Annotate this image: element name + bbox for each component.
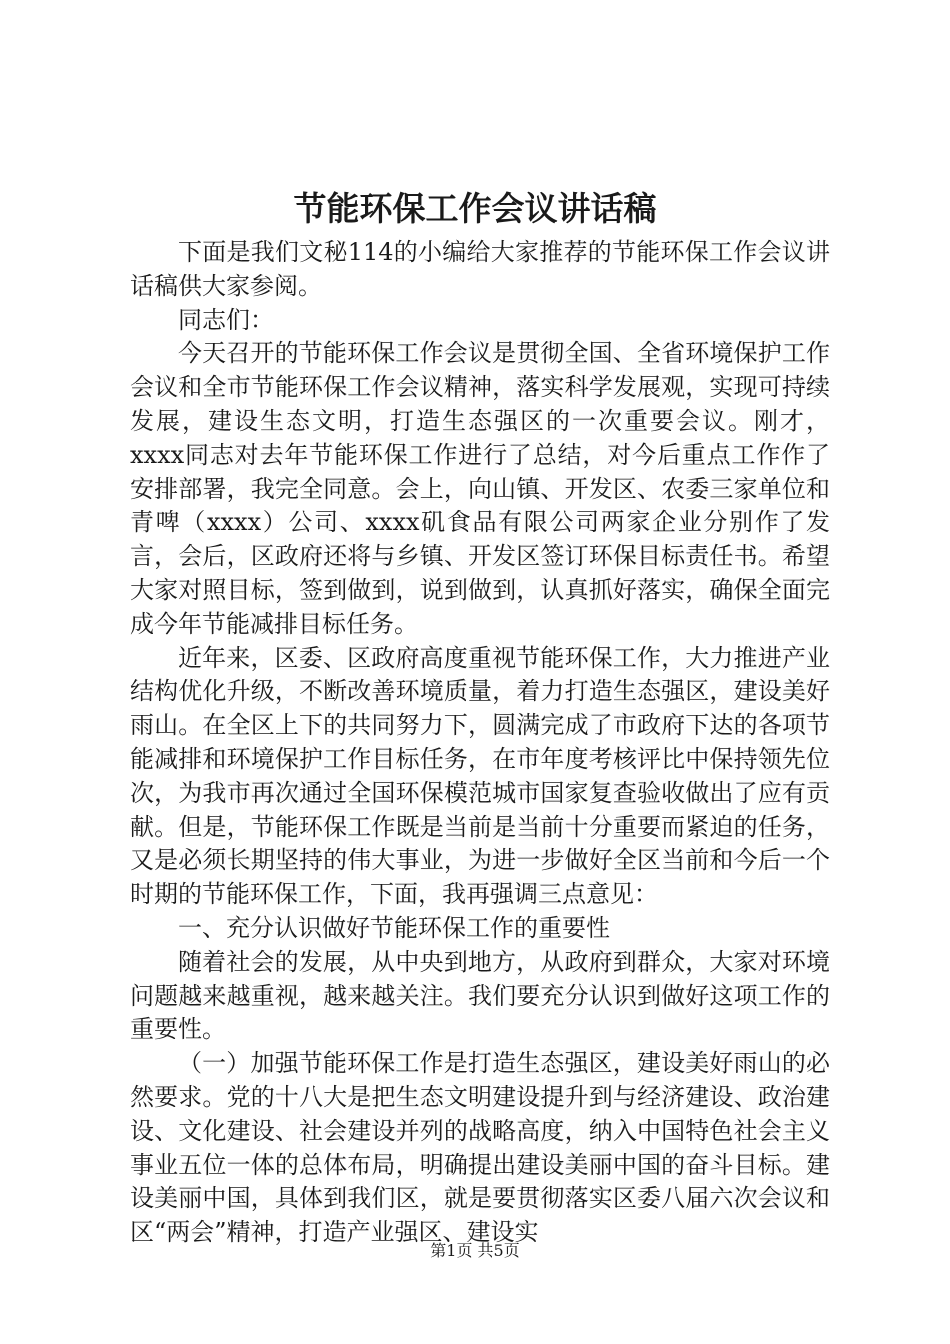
- document-body: [130, 236, 830, 1250]
- paragraph-importance: 随着社会的发展，从中央到地方，从政府到群众，大家对环境问题越来越重视，越来越关注。我们要充分认识到做好这项工作的重要性。: [130, 947, 830, 1044]
- paragraph-intro: 下面是我们文秘114的小编给大家推荐的节能环保工作会议讲话稿供大家参阅。: [130, 238, 830, 300]
- paragraph-achievements: 近年来，区委、区政府高度重视节能环保工作，大力推进产业结构优化升级，不断改善环境质量，着力打造生态强区，建设美好雨山。在全区上下的共同努力下，圆满完成了市政府下达的各项节能减排和环境保护工作目标任务，在市年度考核评比中保持领先位次，为我市再次通过全国环保模范城市国家复查验收做出了应有贡献。但是，节能环保工作既是当前是当前十分重要而紧迫的任务，又是必须长期坚持的伟大事业，为进一步做好全区当前和今后一个时期的节能环保工作，下面，我再强调三点意见：: [130, 643, 830, 909]
- paragraph-subpoint-1: （一）加强节能环保工作是打造生态强区，建设美好雨山的必然要求。党的十八大是把生态文明建设提升到与经济建设、政治建设、文化建设、社会建设并列的战略高度，纳入中国特色社会主义事业五位一体的总体布局，明确提出建设美丽中国的奋斗目标。建设美丽中国，具体到我们区，就是要贯彻落实区委八届六次会议和区“两会”精神，打造产业强区、建设实: [130, 1049, 830, 1247]
- document-title: 节能环保工作会议讲话稿: [293, 189, 657, 228]
- page-footer: 第1页 共5页: [430, 1241, 520, 1260]
- paragraph-meeting-purpose: 今天召开的节能环保工作会议是贯彻全国、全省环境保护工作会议和全市节能环保工作会议精神，落实科学发展观，实现可持续发展，建设生态文明，打造生态强区的一次重要会议。刚才，xxxx同志对去年节能环保工作进行了总结，对今后重点工作作了安排部署，我完全同意。会上，向山镇、开发区、农委三家单位和青啤（xxxx）公司、xxxx矶食品有限公司两家企业分别作了发言，会后，区政府还将与乡镇、开发区签订环保目标责任书。希望大家对照目标，签到做到，说到做到，认真抓好落实，确保全面完成今年节能减排目标任务。: [130, 339, 830, 638]
- paragraph-salutation: 同志们：: [178, 305, 274, 334]
- section-heading-1: 一、充分认识做好节能环保工作的重要性: [178, 913, 610, 942]
